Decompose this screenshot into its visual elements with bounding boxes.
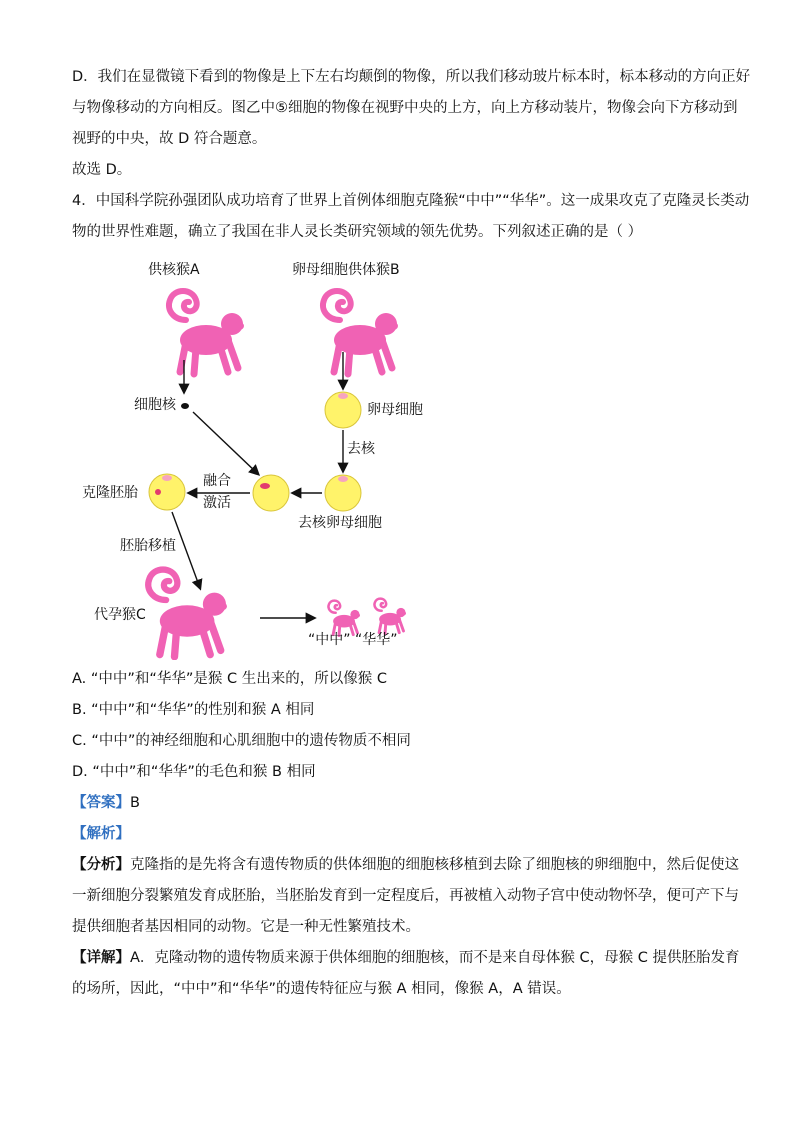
label-donor-a: 供核猴A bbox=[148, 262, 200, 278]
enucleated-egg-icon bbox=[325, 475, 361, 511]
label-nucleus: 细胞核 bbox=[134, 397, 176, 413]
answer-line bbox=[72, 793, 140, 813]
analysis-line bbox=[72, 855, 739, 875]
label-enucleate: 去核 bbox=[347, 441, 375, 457]
cloning-diagram bbox=[60, 250, 480, 660]
xiangjie-marker: 【详解】 bbox=[72, 950, 130, 966]
fenxi-text: 克隆指的是先将含有遗传物质的供体细胞的细胞核移植到去除了细胞核的卵细胞中，然后促使这 bbox=[130, 857, 739, 873]
label-embryo-transfer: 胚胎移植 bbox=[120, 538, 176, 554]
label-activate: 激活 bbox=[203, 495, 231, 511]
fenxi-marker: 【分析】 bbox=[72, 857, 130, 873]
label-donor-b: 卵母细胞供体猴B bbox=[292, 262, 400, 278]
label-fuse: 融合 bbox=[203, 473, 231, 489]
fused-cell-icon bbox=[253, 475, 289, 511]
option-b: B. “中中”和“华华”的性别和猴 A 相同 bbox=[72, 702, 315, 718]
xiangjie-text: A．克隆动物的遗传物质来源于供体细胞的细胞核，而不是来自母体猴 C，母猴 C 提供胚胎发育 bbox=[130, 950, 740, 966]
text-line: D．我们在显微镜下看到的物像是上下左右均颠倒的物像，所以我们移动玻片标本时，标本移动的方向正好 bbox=[72, 69, 751, 85]
text-line: 视野的中央，故 D 符合题意。 bbox=[72, 131, 267, 147]
offspring-huahua-icon bbox=[374, 599, 406, 634]
question-stem: 4．中国科学院孙强团队成功培育了世界上首例体细胞克隆猴“中中”“华华”。这一成果攻克了克隆灵长类动 bbox=[72, 193, 750, 209]
answer-value: B bbox=[130, 795, 140, 811]
analysis-heading bbox=[72, 824, 130, 844]
egg-cell-icon bbox=[325, 392, 361, 428]
label-surrogate: 代孕猴C bbox=[94, 607, 146, 623]
option-c: C. “中中”的神经细胞和心肌细胞中的遗传物质不相同 bbox=[72, 733, 411, 749]
nucleus-dot bbox=[181, 403, 189, 409]
option-a: A. “中中”和“华华”是猴 C 生出来的，所以像猴 C bbox=[72, 671, 388, 687]
text-line: 故选 D。 bbox=[72, 162, 132, 178]
label-offspring: “中中” “华华” bbox=[308, 632, 398, 648]
analysis-line: 一新细胞分裂繁殖发育成胚胎，当胚胎发育到一定程度后，再被植入动物子宫中使动物怀孕，便可产下与 bbox=[72, 888, 739, 904]
detail-line: 的场所，因此，“中中”和“华华”的遗传特征应与猴 A 相同，像猴 A，A 错误。 bbox=[72, 981, 571, 997]
label-clone-embryo: 克隆胚胎 bbox=[82, 485, 138, 501]
analysis-line: 提供细胞者基因相同的动物。它是一种无性繁殖技术。 bbox=[72, 919, 420, 935]
diagram-svg bbox=[60, 250, 480, 660]
question-stem: 物的世界性难题，确立了我国在非人灵长类研究领域的领先优势。下列叙述正确的是（ ） bbox=[72, 224, 643, 240]
detail-line bbox=[72, 948, 740, 968]
clone-embryo-icon bbox=[149, 474, 185, 510]
analysis-marker: 【解析】 bbox=[72, 826, 130, 842]
option-d: D. “中中”和“华华”的毛色和猴 B 相同 bbox=[72, 764, 316, 780]
monkey-c-icon bbox=[148, 570, 227, 657]
monkey-b-icon bbox=[323, 291, 398, 374]
monkey-a-icon bbox=[169, 291, 244, 374]
label-enucleated-egg: 去核卵母细胞 bbox=[298, 515, 382, 531]
answer-marker: 【答案】 bbox=[72, 795, 130, 811]
label-egg: 卵母细胞 bbox=[367, 402, 423, 418]
text-line: 与物像移动的方向相反。图乙中⑤细胞的物像在视野中央的上方，向上方移动装片，物像会向下方移动到 bbox=[72, 100, 738, 116]
